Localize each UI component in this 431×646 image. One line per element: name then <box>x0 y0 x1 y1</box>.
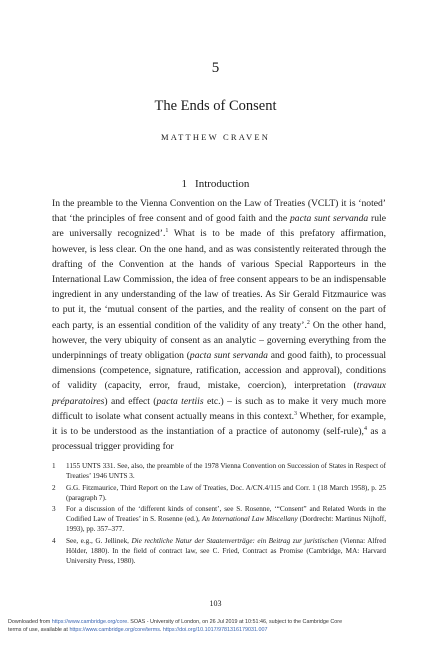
footnote-text: See, e.g., G. Jellinek, Die rechtliche Natur der Staatenverträge: ein Beitrag zur juristischen (Vienna: Alfred Hölder, 1880). In the field of contract law, see C. Fried, Contract as Promise (Cambridge, MA: Harvard University Press, 1980). <box>66 536 386 565</box>
chapter-title: The Ends of Consent <box>154 98 277 114</box>
footnote-text: 1155 UNTS 331. See, also, the preamble of the 1978 Vienna Convention on Succession of States in Respect of Treaties’ 1946 UNTS 3. <box>66 462 386 480</box>
footnote-ref[interactable]: 4 <box>363 425 367 432</box>
chapter-number: 5 <box>211 60 220 76</box>
footer-line: terms of use, available at https://www.cambridge.org/core/terms. https://doi.org/10.1017/9781316179031.007 <box>8 627 268 633</box>
footnote-text: G.G. Fitzmaurice, Third Report on the Law of Treaties, Doc. A/CN.4/115 and Corr. 1 (18 March 1958), p. 25 (paragraph 7). <box>66 483 386 502</box>
italic-run: pacta tertiis <box>156 395 204 407</box>
section-heading <box>0 178 431 190</box>
chapter-author: MATTHEW CRAVEN <box>160 132 271 142</box>
footnote-number: 3 <box>52 505 56 513</box>
text-run: etc.) – is such as to make it very much more difficult to isolate what consent actually means in this context. <box>52 395 387 422</box>
footnote-number: 2 <box>52 483 56 492</box>
footnote-text: For a discussion of the ‘different kinds of consent’, see S. Rosenne, ‘“Consent” and Related Words in the Codified Law of Treaties’ in S. Rosenne (ed.), An International Law Miscellany (Dordrecht: Martinus Nijhoff, 1993), pp. 357–377. <box>66 505 386 533</box>
footnote <box>52 483 386 503</box>
paragraph <box>52 196 386 454</box>
cambridge-core-link[interactable]: https://www.cambridge.org/core <box>51 619 128 625</box>
section-title: Introduction <box>195 178 250 190</box>
body-text <box>52 196 386 454</box>
section-number: 1 <box>181 178 188 190</box>
text-run: as a processual trigger providing for <box>52 426 387 453</box>
italic-run: pacta sunt servanda <box>289 213 369 225</box>
text-run: In the preamble to the Vienna Convention on the Law of Treaties (VCLT) it is ‘noted’ that ‘the principles of free consent and of good faith and the <box>52 198 386 225</box>
footnote-number: 4 <box>52 536 56 545</box>
footnote-ref[interactable]: 3 <box>294 410 298 417</box>
footnote-number: 1 <box>52 462 56 470</box>
text-run: ) and effect ( <box>104 395 157 407</box>
terms-link[interactable]: https://www.cambridge.org/core/terms <box>69 627 160 633</box>
footnote <box>52 504 386 534</box>
italic-run: pacta sunt servanda <box>189 350 268 362</box>
text-run: and good faith), to processual dimensions (competence, signature, ratification, accession and approval), conditions of validity (capacity, error, fraud, mistake, coercion), interpretation ( <box>52 350 386 392</box>
text-run: Whether, for example, it is to be understood as the instantiation of a practice of autonomy (self-rule), <box>52 410 386 438</box>
footnote <box>52 536 386 566</box>
footnote-ref[interactable]: 2 <box>306 319 310 326</box>
italic-run: travaux préparatoires <box>52 380 386 407</box>
download-footer <box>8 618 428 634</box>
text-run: What is to be made of this prefatory affirmation, however, is less clear. On the one hand, and as was consistently reiterated through the drafting of the Convention at the hands of various Special Rapporteurs in the International Law Commission, the idea of free consent appears to be an indispensable ingredient in any understanding of the law of treaties. As Sir Gerald Fitzmaurice was to put it, the ‘mutual consent of the parties, and the reality of consent on the part of each party, is an essential condition of the validity of any treaty’. <box>52 228 386 331</box>
footer-line: Downloaded from https://www.cambridge.org/core. SOAS - University of London, on 26 Jul 2019 at 10:51:46, subject to the Cambridge Core <box>8 619 343 625</box>
footnote <box>52 461 386 481</box>
text-run: rule are universally recognized’. <box>52 213 386 240</box>
doi-link[interactable]: https://doi.org/10.1017/9781316179031.007 <box>162 627 268 633</box>
footnote-ref[interactable]: 1 <box>165 228 169 235</box>
page-number: 103 <box>209 599 222 608</box>
footnotes <box>52 461 386 567</box>
text-run: On the other hand, however, the very ubiquity of consent as an analytic – governing everything from the underpinnings of treaty obligation ( <box>52 319 386 362</box>
